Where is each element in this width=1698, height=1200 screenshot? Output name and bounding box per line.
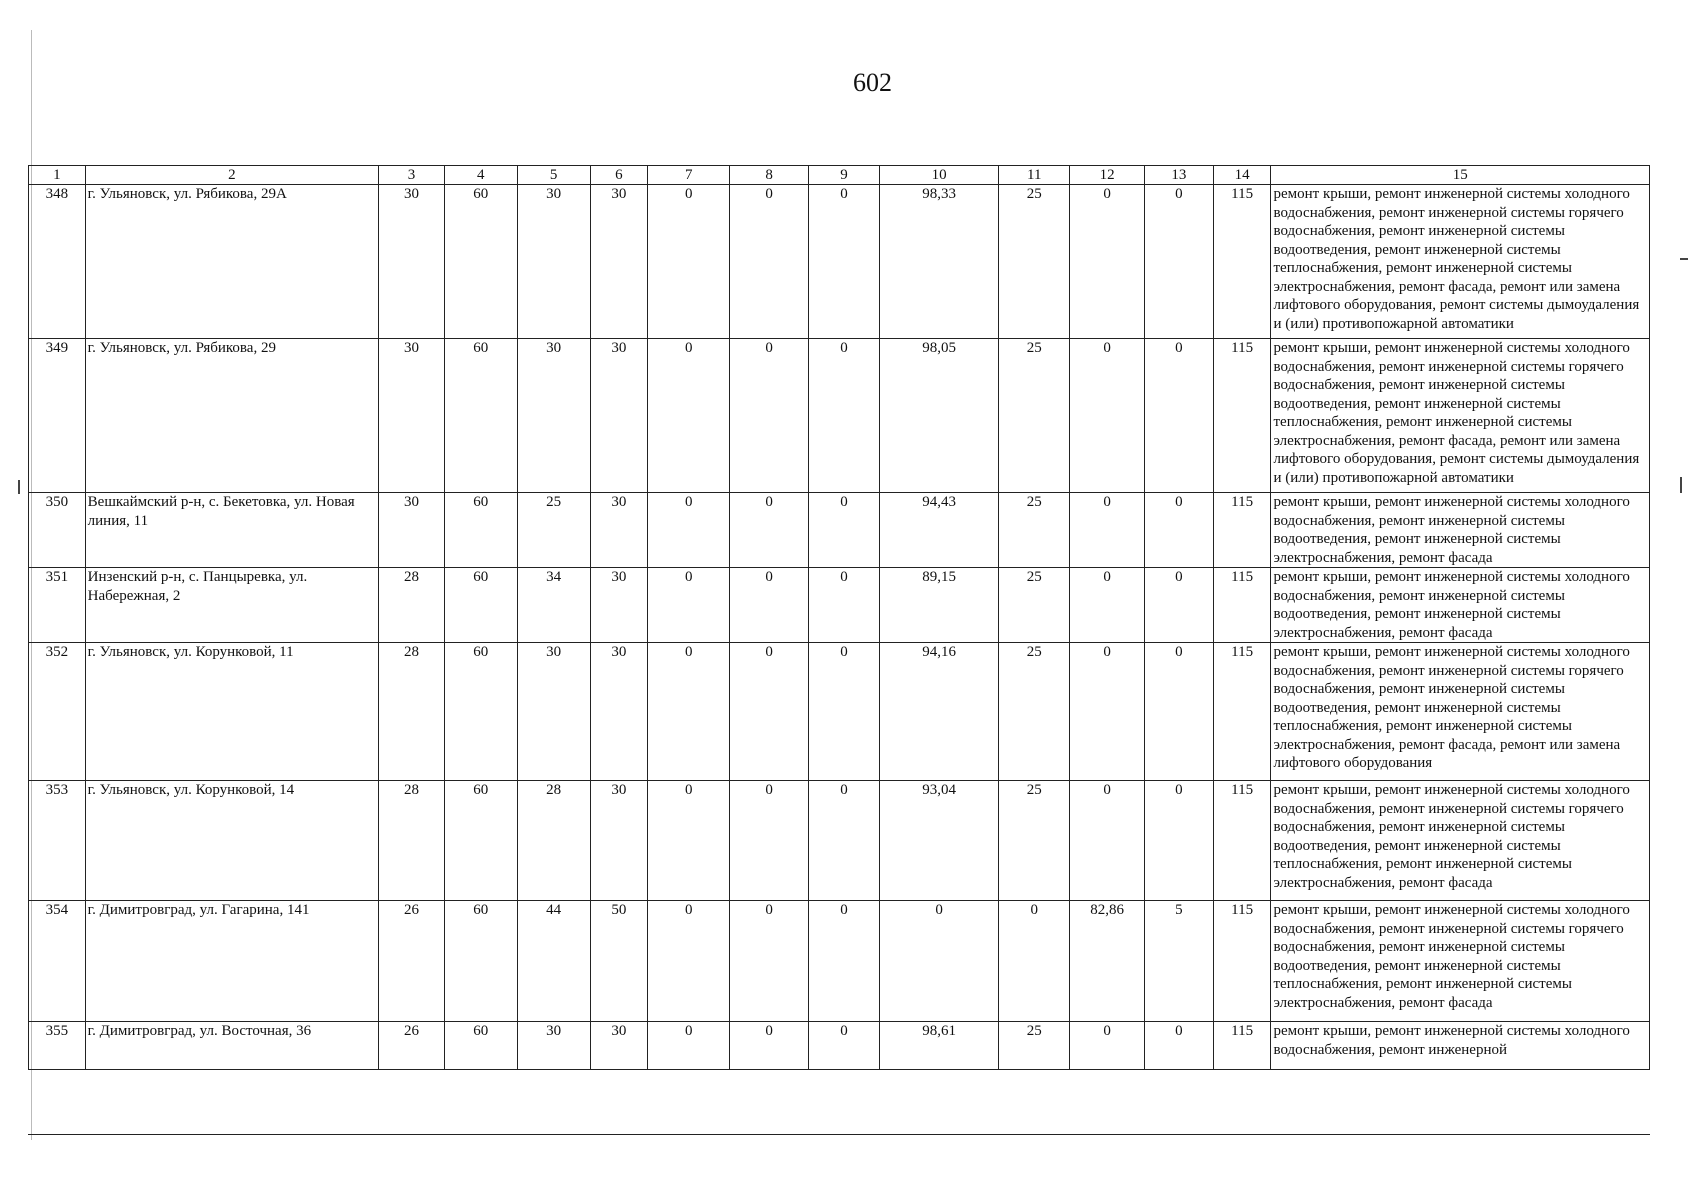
column-header-5: 5 (517, 166, 590, 185)
value-cell-col-14: 115 (1213, 568, 1271, 643)
value-cell-col-4: 60 (444, 1022, 517, 1070)
value-cell-col-4: 60 (444, 185, 517, 339)
address-cell: г. Ульяновск, ул. Рябикова, 29А (85, 185, 378, 339)
value-cell-col-7: 0 (648, 339, 730, 493)
table-bottom-border (28, 1134, 1650, 1135)
column-header-14: 14 (1213, 166, 1271, 185)
value-cell-col-14: 115 (1213, 643, 1271, 781)
value-cell-col-5: 30 (517, 643, 590, 781)
value-cell-col-11: 25 (999, 339, 1070, 493)
value-cell-col-3: 26 (379, 901, 445, 1022)
value-cell-col-14: 115 (1213, 781, 1271, 901)
value-cell-col-10: 89,15 (879, 568, 998, 643)
value-cell-col-5: 30 (517, 185, 590, 339)
value-cell-col-14: 115 (1213, 185, 1271, 339)
address-cell: г. Димитровград, ул. Гагарина, 141 (85, 901, 378, 1022)
value-cell-col-10: 98,05 (879, 339, 998, 493)
works-list-cell: ремонт крыши, ремонт инженерной системы холодного водоснабжения, ремонт инженерной системы горячего водоснабжения, ремонт инженерной системы водоотведения, ремонт инженерной системы теплоснабжения, ремонт инженерной системы электроснабжения, ремонт фасада (1271, 901, 1650, 1022)
value-cell-col-12: 0 (1070, 568, 1145, 643)
row-number-cell: 352 (29, 643, 86, 781)
value-cell-col-13: 0 (1145, 493, 1214, 568)
value-cell-col-10: 93,04 (879, 781, 998, 901)
scan-mark (1680, 477, 1682, 493)
repair-schedule-table (28, 165, 1650, 1070)
row-number-cell: 354 (29, 901, 86, 1022)
value-cell-col-7: 0 (648, 901, 730, 1022)
value-cell-col-10: 94,43 (879, 493, 998, 568)
value-cell-col-5: 30 (517, 1022, 590, 1070)
works-list-cell: ремонт крыши, ремонт инженерной системы холодного водоснабжения, ремонт инженерной системы горячего водоснабжения, ремонт инженерной системы водоотведения, ремонт инженерной системы теплоснабжения, ремонт инженерной системы электроснабжения, ремонт фасада (1271, 781, 1650, 901)
column-header-4: 4 (444, 166, 517, 185)
value-cell-col-7: 0 (648, 643, 730, 781)
address-cell: Инзенский р-н, с. Панцыревка, ул. Набережная, 2 (85, 568, 378, 643)
value-cell-col-4: 60 (444, 339, 517, 493)
table-row (29, 339, 1650, 493)
column-header-12: 12 (1070, 166, 1145, 185)
value-cell-col-9: 0 (809, 643, 880, 781)
value-cell-col-8: 0 (730, 781, 809, 901)
value-cell-col-8: 0 (730, 185, 809, 339)
value-cell-col-12: 0 (1070, 493, 1145, 568)
value-cell-col-3: 30 (379, 493, 445, 568)
value-cell-col-5: 34 (517, 568, 590, 643)
value-cell-col-6: 30 (590, 1022, 648, 1070)
column-header-15: 15 (1271, 166, 1650, 185)
address-cell: г. Димитровград, ул. Восточная, 36 (85, 1022, 378, 1070)
value-cell-col-11: 25 (999, 781, 1070, 901)
value-cell-col-14: 115 (1213, 339, 1271, 493)
value-cell-col-8: 0 (730, 493, 809, 568)
works-list-cell: ремонт крыши, ремонт инженерной системы холодного водоснабжения, ремонт инженерной системы горячего водоснабжения, ремонт инженерной системы водоотведения, ремонт инженерной системы теплоснабжения, ремонт инженерной системы электроснабжения, ремонт фасада, ремонт или замена лифтового оборудования (1271, 643, 1650, 781)
row-number-cell: 350 (29, 493, 86, 568)
value-cell-col-12: 0 (1070, 1022, 1145, 1070)
value-cell-col-12: 0 (1070, 643, 1145, 781)
value-cell-col-11: 25 (999, 568, 1070, 643)
value-cell-col-7: 0 (648, 185, 730, 339)
works-list-cell: ремонт крыши, ремонт инженерной системы холодного водоснабжения, ремонт инженерной системы водоотведения, ремонт инженерной системы электроснабжения, ремонт фасада (1271, 568, 1650, 643)
value-cell-col-6: 50 (590, 901, 648, 1022)
value-cell-col-8: 0 (730, 568, 809, 643)
works-list-cell: ремонт крыши, ремонт инженерной системы холодного водоснабжения, ремонт инженерной системы горячего водоснабжения, ремонт инженерной системы водоотведения, ремонт инженерной системы теплоснабжения, ремонт инженерной системы электроснабжения, ремонт фасада, ремонт или замена лифтового оборудования, ремонт системы дымоудаления и (или) противопожарной автоматики (1271, 185, 1650, 339)
value-cell-col-14: 115 (1213, 493, 1271, 568)
value-cell-col-7: 0 (648, 781, 730, 901)
value-cell-col-13: 0 (1145, 339, 1214, 493)
value-cell-col-3: 28 (379, 781, 445, 901)
value-cell-col-6: 30 (590, 493, 648, 568)
value-cell-col-8: 0 (730, 643, 809, 781)
value-cell-col-6: 30 (590, 781, 648, 901)
row-number-cell: 355 (29, 1022, 86, 1070)
value-cell-col-10: 98,33 (879, 185, 998, 339)
works-list-cell: ремонт крыши, ремонт инженерной системы холодного водоснабжения, ремонт инженерной системы горячего водоснабжения, ремонт инженерной системы водоотведения, ремонт инженерной системы теплоснабжения, ремонт инженерной системы электроснабжения, ремонт фасада, ремонт или замена лифтового оборудования, ремонт системы дымоудаления и (или) противопожарной автоматики (1271, 339, 1650, 493)
table-row (29, 901, 1650, 1022)
value-cell-col-5: 30 (517, 339, 590, 493)
column-header-6: 6 (590, 166, 648, 185)
value-cell-col-11: 0 (999, 901, 1070, 1022)
value-cell-col-12: 0 (1070, 185, 1145, 339)
scan-mark (18, 480, 20, 494)
table-row (29, 568, 1650, 643)
table-row (29, 643, 1650, 781)
value-cell-col-12: 0 (1070, 781, 1145, 901)
value-cell-col-10: 94,16 (879, 643, 998, 781)
value-cell-col-12: 82,86 (1070, 901, 1145, 1022)
value-cell-col-9: 0 (809, 185, 880, 339)
address-cell: Вешкаймский р-н, с. Бекетовка, ул. Новая линия, 11 (85, 493, 378, 568)
column-header-11: 11 (999, 166, 1070, 185)
address-cell: г. Ульяновск, ул. Корунковой, 11 (85, 643, 378, 781)
value-cell-col-11: 25 (999, 493, 1070, 568)
header-row (29, 166, 1650, 185)
row-number-cell: 349 (29, 339, 86, 493)
value-cell-col-14: 115 (1213, 901, 1271, 1022)
value-cell-col-7: 0 (648, 1022, 730, 1070)
value-cell-col-6: 30 (590, 185, 648, 339)
page-number: 602 (853, 68, 892, 97)
column-header-7: 7 (648, 166, 730, 185)
value-cell-col-9: 0 (809, 493, 880, 568)
value-cell-col-13: 0 (1145, 643, 1214, 781)
table-row (29, 1022, 1650, 1070)
value-cell-col-13: 0 (1145, 1022, 1214, 1070)
scan-mark (1680, 258, 1688, 260)
value-cell-col-5: 25 (517, 493, 590, 568)
value-cell-col-9: 0 (809, 901, 880, 1022)
value-cell-col-11: 25 (999, 1022, 1070, 1070)
value-cell-col-6: 30 (590, 339, 648, 493)
value-cell-col-9: 0 (809, 339, 880, 493)
value-cell-col-5: 28 (517, 781, 590, 901)
value-cell-col-4: 60 (444, 643, 517, 781)
value-cell-col-13: 0 (1145, 568, 1214, 643)
value-cell-col-6: 30 (590, 568, 648, 643)
value-cell-col-3: 28 (379, 568, 445, 643)
value-cell-col-9: 0 (809, 781, 880, 901)
address-cell: г. Ульяновск, ул. Корунковой, 14 (85, 781, 378, 901)
value-cell-col-4: 60 (444, 781, 517, 901)
value-cell-col-10: 98,61 (879, 1022, 998, 1070)
column-header-2: 2 (85, 166, 378, 185)
value-cell-col-4: 60 (444, 901, 517, 1022)
row-number-cell: 348 (29, 185, 86, 339)
table-row (29, 185, 1650, 339)
row-number-cell: 351 (29, 568, 86, 643)
row-number-cell: 353 (29, 781, 86, 901)
column-header-1: 1 (29, 166, 86, 185)
table-row (29, 781, 1650, 901)
value-cell-col-5: 44 (517, 901, 590, 1022)
column-header-8: 8 (730, 166, 809, 185)
value-cell-col-4: 60 (444, 568, 517, 643)
value-cell-col-7: 0 (648, 568, 730, 643)
works-list-cell: ремонт крыши, ремонт инженерной системы холодного водоснабжения, ремонт инженерной (1271, 1022, 1650, 1070)
value-cell-col-3: 30 (379, 339, 445, 493)
column-header-13: 13 (1145, 166, 1214, 185)
value-cell-col-12: 0 (1070, 339, 1145, 493)
value-cell-col-11: 25 (999, 185, 1070, 339)
address-cell: г. Ульяновск, ул. Рябикова, 29 (85, 339, 378, 493)
column-header-3: 3 (379, 166, 445, 185)
value-cell-col-3: 26 (379, 1022, 445, 1070)
value-cell-col-7: 0 (648, 493, 730, 568)
value-cell-col-9: 0 (809, 1022, 880, 1070)
works-list-cell: ремонт крыши, ремонт инженерной системы холодного водоснабжения, ремонт инженерной системы водоотведения, ремонт инженерной системы электроснабжения, ремонт фасада (1271, 493, 1650, 568)
column-header-10: 10 (879, 166, 998, 185)
column-header-9: 9 (809, 166, 880, 185)
value-cell-col-3: 28 (379, 643, 445, 781)
value-cell-col-3: 30 (379, 185, 445, 339)
value-cell-col-13: 0 (1145, 185, 1214, 339)
value-cell-col-13: 0 (1145, 781, 1214, 901)
value-cell-col-10: 0 (879, 901, 998, 1022)
value-cell-col-8: 0 (730, 901, 809, 1022)
value-cell-col-9: 0 (809, 568, 880, 643)
value-cell-col-8: 0 (730, 1022, 809, 1070)
value-cell-col-13: 5 (1145, 901, 1214, 1022)
value-cell-col-6: 30 (590, 643, 648, 781)
table-row (29, 493, 1650, 568)
value-cell-col-11: 25 (999, 643, 1070, 781)
value-cell-col-8: 0 (730, 339, 809, 493)
value-cell-col-14: 115 (1213, 1022, 1271, 1070)
value-cell-col-4: 60 (444, 493, 517, 568)
